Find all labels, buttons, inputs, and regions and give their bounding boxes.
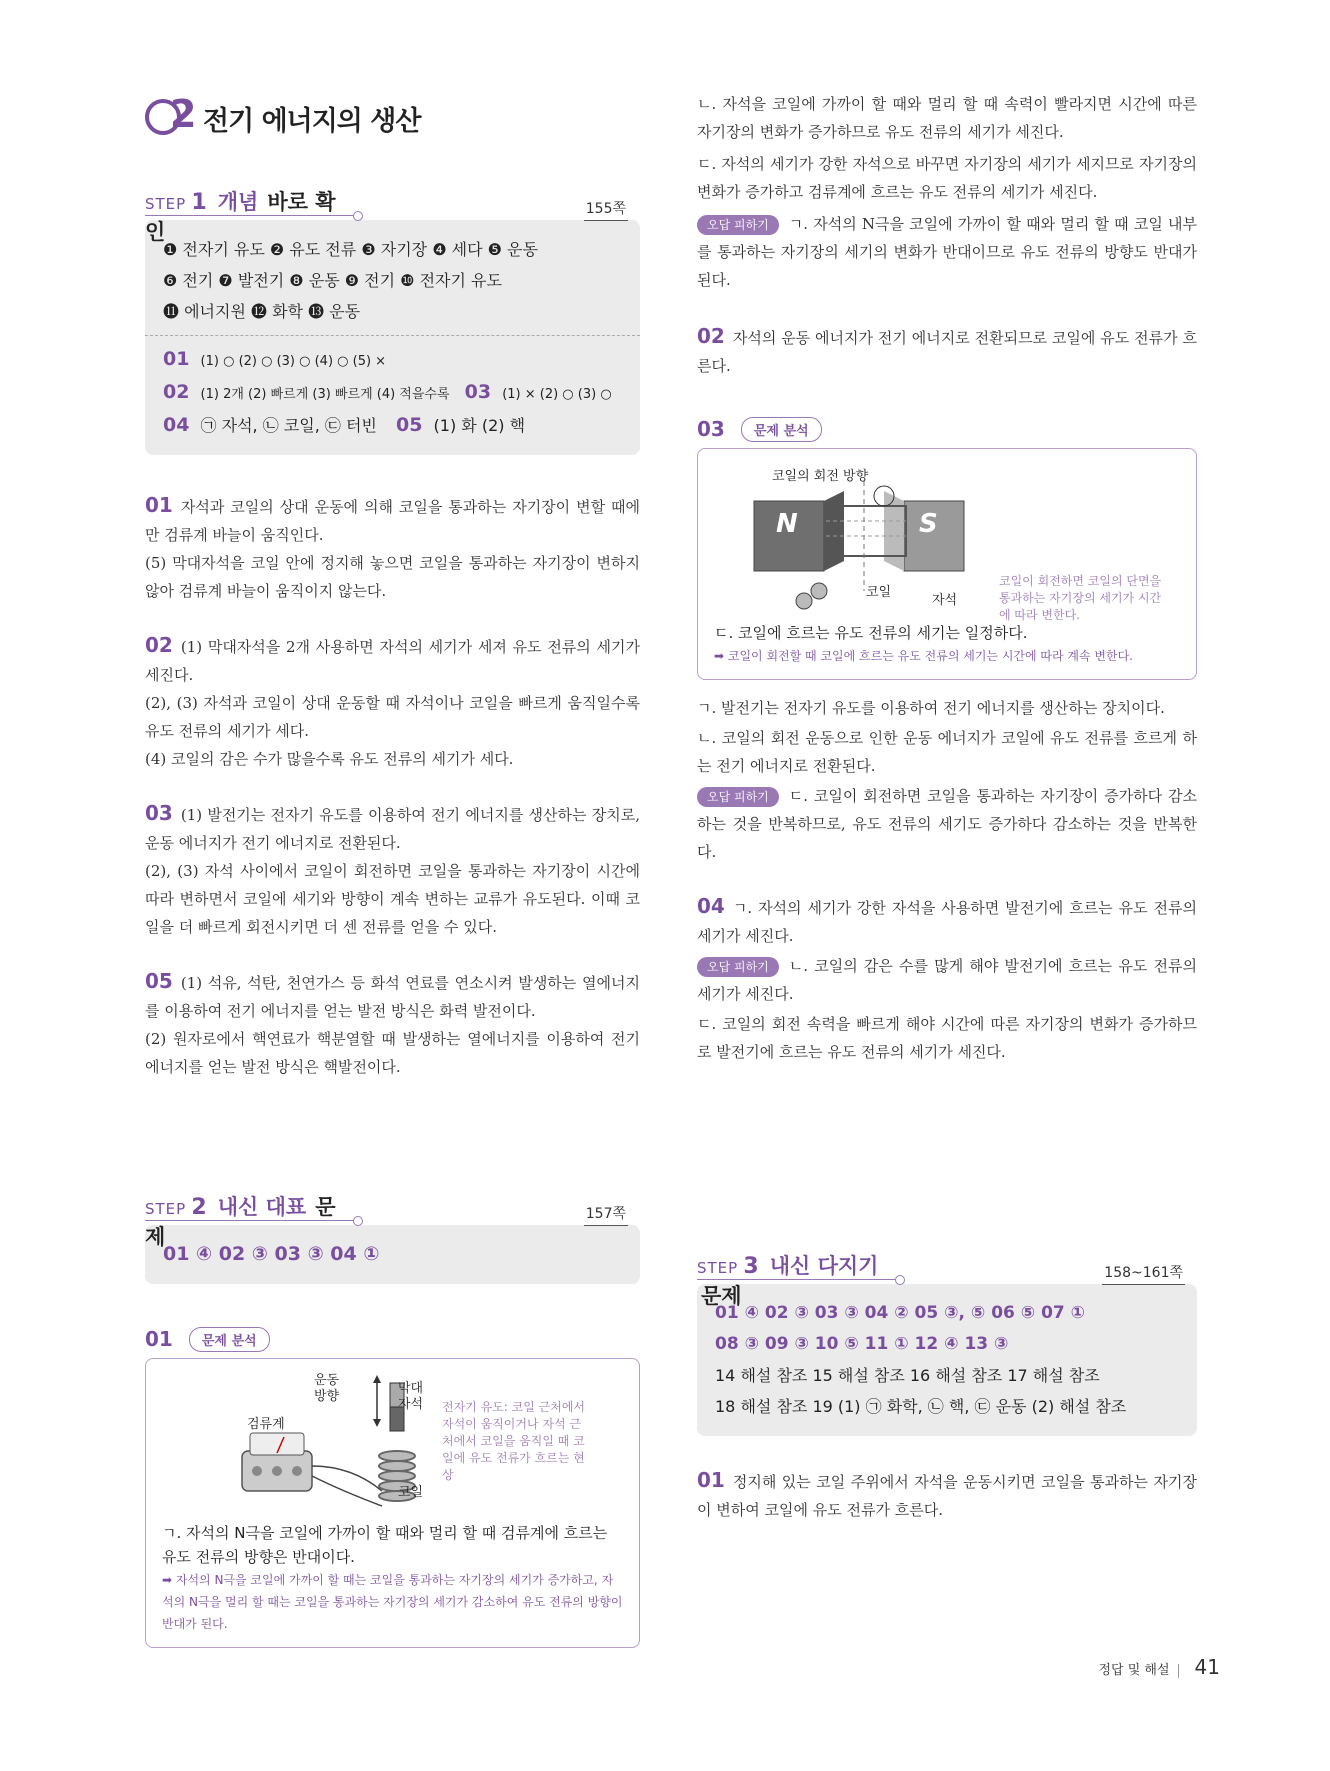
explanation-line: ㄷ. 코일이 회전하면 코일을 통과하는 자기장이 증가하다 감소하는 것을 반복하므로, 유도 전류의 세기도 증가하다 감소하는 것을 반복한다. [697,787,1197,861]
step-title-a: 개념 [217,190,259,214]
generator-diagram [714,461,1180,621]
answer-number: 01 [163,348,190,370]
page-ref: 157쪽 [584,1203,628,1226]
answer-text: (1) 2개 (2) 빠르게 (3) 빠르게 (4) 적을수록 [200,387,450,402]
dashed-divider [145,335,640,336]
explanation-line: 자석의 운동 에너지가 전기 에너지로 전환되므로 코일에 유도 전류가 흐른다. [697,329,1197,375]
step-number: 3 [743,1254,759,1279]
motion-direction-label: 운동 방향 [314,1373,340,1404]
answer-text: (1) ○ (2) ○ (3) ○ (4) ○ (5) × [200,354,387,369]
answer-row: 18 해설 참조 19 (1) ㉠ 화학, ㉡ 핵, ㉢ 운동 (2) 해설 참조 [715,1397,1127,1416]
explanation-line: (1) 막대자석을 2개 사용하면 자석의 세기가 세져 유도 전류의 세기가 세진다. [145,638,640,684]
rotation-label: 코일의 회전 방향 [772,469,869,484]
explanation-03 [145,799,640,941]
step1-header [145,186,355,244]
step-number: 2 [191,1195,207,1220]
step-title-b: 문제 [145,1195,336,1249]
concept-row: ❻ 전기 ❼ 발전기 ❽ 운동 ❾ 전기 ❿ 전자기 유도 [163,271,502,290]
wrong-avoid-badge: 오답 피하기 [697,215,779,235]
wrong-avoid-badge: 오답 피하기 [697,787,779,807]
explanation-line: (1) 석유, 석탄, 천연가스 등 화석 연료를 연소시켜 발생하는 열에너지를 이용하여 전기 에너지를 얻는 발전 방식은 화력 발전이다. [145,974,640,1020]
step1-block [145,186,640,455]
wrong-avoid-2 [697,782,1197,866]
answer-text: (1) × (2) ○ (3) ○ [502,387,612,402]
answer-number: 04 [163,414,190,436]
n-pole-label: N [776,509,798,539]
explanation-line: ㄴ. 자석을 코일에 가까이 할 때와 멀리 할 때 속력이 빨라지면 시간에 따른 자기장의 변화가 증가하므로 유도 전류의 세기가 세진다. [697,95,1197,141]
step3-box [697,1284,1197,1436]
coil-label: 코일 [398,1485,424,1500]
question-number: 03 [697,417,725,441]
step2-header [145,1191,355,1249]
answer-row [163,410,622,441]
step-title-b: 문제 [701,1284,742,1308]
step2-box [145,1225,640,1284]
section-digit: 2 [170,92,197,136]
analysis-01-header [145,1324,640,1354]
analysis-explanation: ➡ 자석의 N극을 코일에 가까이 할 때는 코일을 통과하는 자기장의 세기가 증가하고, 자석의 N극을 멀리 할 때는 코일을 통과하는 자기장의 세기가 감소하여 유도 전류의 방향이 반대가 된다. [162,1573,623,1631]
explanation-r02 [697,322,1197,380]
question-number: 04 [697,894,725,918]
analysis-statement: ㄱ. 자석의 N극을 코일에 가까이 할 때와 멀리 할 때 검류계에 흐르는 유도 전류의 방향은 반대이다. [162,1524,608,1566]
explanation-02 [145,631,640,773]
explanation-line: ㄴ. 코일의 회전 운동으로 인한 운동 에너지가 코일에 유도 전류를 흐르게 하는 전기 에너지로 전환된다. [697,729,1197,775]
explanation-step3-01 [697,1466,1197,1524]
explanation-line: (2) 원자로에서 핵연료가 핵분열할 때 발생하는 열에너지를 이용하여 전기 에너지를 얻는 발전 방식은 핵발전이다. [145,1030,640,1076]
page-footer [1098,1655,1220,1679]
analysis-note: 코일이 회전하면 코일의 단면을 통과하는 자기장의 세기가 시간에 따라 변한다. [999,574,1162,622]
explanation-line: ㄱ. 자석의 세기가 강한 자석을 사용하면 발전기에 흐르는 유도 전류의 세기가 세진다. [697,899,1197,945]
question-number: 01 [145,1327,173,1351]
explanation-05 [145,967,640,1081]
explanation-line: (5) 막대자석을 코일 안에 정지해 놓으면 코일을 통과하는 자기장이 변하지 않아 검류계 바늘이 움직이지 않는다. [145,554,640,600]
concept-row: ⓫ 에너지원 ⓬ 화학 ⓭ 운동 [163,302,361,321]
explanation-line: (2), (3) 자석과 코일이 상대 운동할 때 자석이나 코일을 빠르게 움직일수록 유도 전류의 세기가 세다. [145,694,640,740]
galvanometer-diagram [162,1371,623,1521]
coil-label: 코일 [866,585,892,600]
explanation-line: 정지해 있는 코일 주위에서 자석을 운동시키면 코일을 통과하는 자기장이 변하여 코일에 유도 전류가 흐른다. [697,1473,1197,1519]
s-pole-label: S [919,509,938,539]
analysis-tag: 문제 분석 [189,1327,270,1352]
section-title-text: 전기 에너지의 생산 [203,105,421,137]
explanation-01 [145,491,640,605]
concept-row: ❶ 전자기 유도 ❷ 유도 전류 ❸ 자기장 ❹ 세다 ❺ 운동 [163,240,538,259]
step-number: 1 [191,190,207,215]
dot-icon [895,1275,905,1285]
explanation-line: (1) 발전기는 전자기 유도를 이용하여 전기 에너지를 생산하는 장치로, 운동 에너지가 전기 에너지로 전환된다. [145,806,640,852]
galvanometer-label: 검류계 [247,1417,285,1432]
explanation-line: ㄱ. 발전기는 전자기 유도를 이용하여 전기 에너지를 생산하는 장치이다. [697,699,1165,717]
analysis-03-box [697,448,1197,680]
footer-divider [1178,1664,1179,1678]
right-column [697,90,1197,1550]
dot-icon [353,1216,363,1226]
answer-row [163,344,622,377]
explanation-line: ㄷ. 자석의 세기가 강한 자석으로 바꾸면 자기장의 세기가 세지므로 자기장의 변화가 증가하고 검류계에 흐르는 유도 전류의 세기가 세진다. [697,155,1197,201]
explanation-line: (4) 코일의 감은 수가 많을수록 유도 전류의 세기가 세다. [145,750,514,768]
answer-row: 08 ③ 09 ③ 10 ⑤ 11 ① 12 ④ 13 ③ [715,1334,1009,1354]
answer-number: 05 [395,414,423,436]
question-number: 01 [145,493,173,517]
step-label: STEP [145,195,187,213]
answer-row: 14 해설 참조 15 해설 참조 16 해설 참조 17 해설 참조 [715,1366,1100,1385]
question-number: 05 [145,969,173,993]
explanation-line: 자석과 코일의 상대 운동에 의해 코일을 통과하는 자기장이 변할 때에만 검류계 바늘이 움직인다. [145,498,640,544]
magnet-label: 자석 [932,593,958,608]
explanation-r04 [697,892,1197,950]
answer-number: 02 [163,381,190,403]
wrong-avoid-3 [697,952,1197,1008]
analysis-tag: 문제 분석 [741,417,822,442]
step3-block [697,1250,1197,1436]
question-number: 03 [145,801,173,825]
wrong-avoid-badge: 오답 피하기 [697,957,779,977]
page-ref: 158~161쪽 [1102,1262,1185,1285]
section-number [145,92,203,140]
question-number: 02 [697,324,725,348]
analysis-01-box [145,1358,640,1648]
answer-row: 01 ④ 02 ③ 03 ③ 04 ① [163,1243,380,1265]
step2-block [145,1191,640,1284]
page-ref: 155쪽 [584,198,628,221]
footer-label: 정답 및 해설 [1098,1663,1170,1678]
step1-box [145,220,640,455]
explanation-line: ㄷ. 코일의 회전 속력을 빠르게 해야 시간에 따른 자기장의 변화가 증가하므로 발전기에 흐르는 유도 전류의 세기가 세진다. [697,1015,1197,1061]
step3-header [697,1250,897,1308]
answer-row [163,377,622,410]
explanation-line: (2), (3) 자석 사이에서 코일이 회전하면 코일을 통과하는 자기장이 시간에 따라 변하면서 코일에 세기와 방향이 계속 변하는 교류가 유도된다. 이때 코일을 더 빠르게 회전시키면 더 센 전류를 얻을 수 있다. [145,862,640,936]
step-title-a: 내신 다지기 [769,1254,879,1278]
analysis-statement: ㄷ. 코일에 흐르는 유도 전류의 세기는 일정하다. [714,624,1028,642]
step-label: STEP [697,1259,739,1277]
wrong-avoid-1 [697,210,1197,294]
step-title-a: 내신 대표 [217,1195,307,1219]
question-number: 01 [697,1468,725,1492]
analysis-explanation: ➡ 코일이 회전할 때 코일에 흐르는 유도 전류의 세기는 시간에 따라 계속 변한다. [714,649,1133,663]
answer-row: 01 ④ 02 ③ 03 ③ 04 ② 05 ③, ⑤ 06 ⑤ 07 ① [715,1303,1086,1323]
explanation-line: ㄴ. 코일의 감은 수를 많게 해야 발전기에 흐르는 유도 전류의 세기가 세진다. [697,957,1197,1003]
dot-icon [353,211,363,221]
step-label: STEP [145,1200,187,1218]
answer-number: 03 [464,381,492,403]
page-number: 41 [1194,1655,1220,1679]
explanation-line: ㄱ. 자석의 N극을 코일에 가까이 할 때와 멀리 할 때 코일 내부를 통과하는 자기장의 세기의 변화가 반대이므로 유도 전류의 방향도 반대가 된다. [697,215,1197,289]
analysis-note: 전자기 유도: 코일 근처에서 자석이 움직이거나 자석 근처에서 코일을 움직일 때 코일에 유도 전류가 흐르는 현상 [442,1400,585,1482]
step-title-b: 바로 확인 [145,190,336,244]
left-column [145,90,640,1648]
question-number: 02 [145,633,173,657]
analysis-03-header [697,414,1197,444]
answer-text: (1) 화 (2) 핵 [433,416,526,435]
answer-text: ㉠ 자석, ㉡ 코일, ㉢ 터빈 [200,416,377,435]
magnet-label: 막대 자석 [398,1381,424,1412]
section-title [145,90,640,146]
